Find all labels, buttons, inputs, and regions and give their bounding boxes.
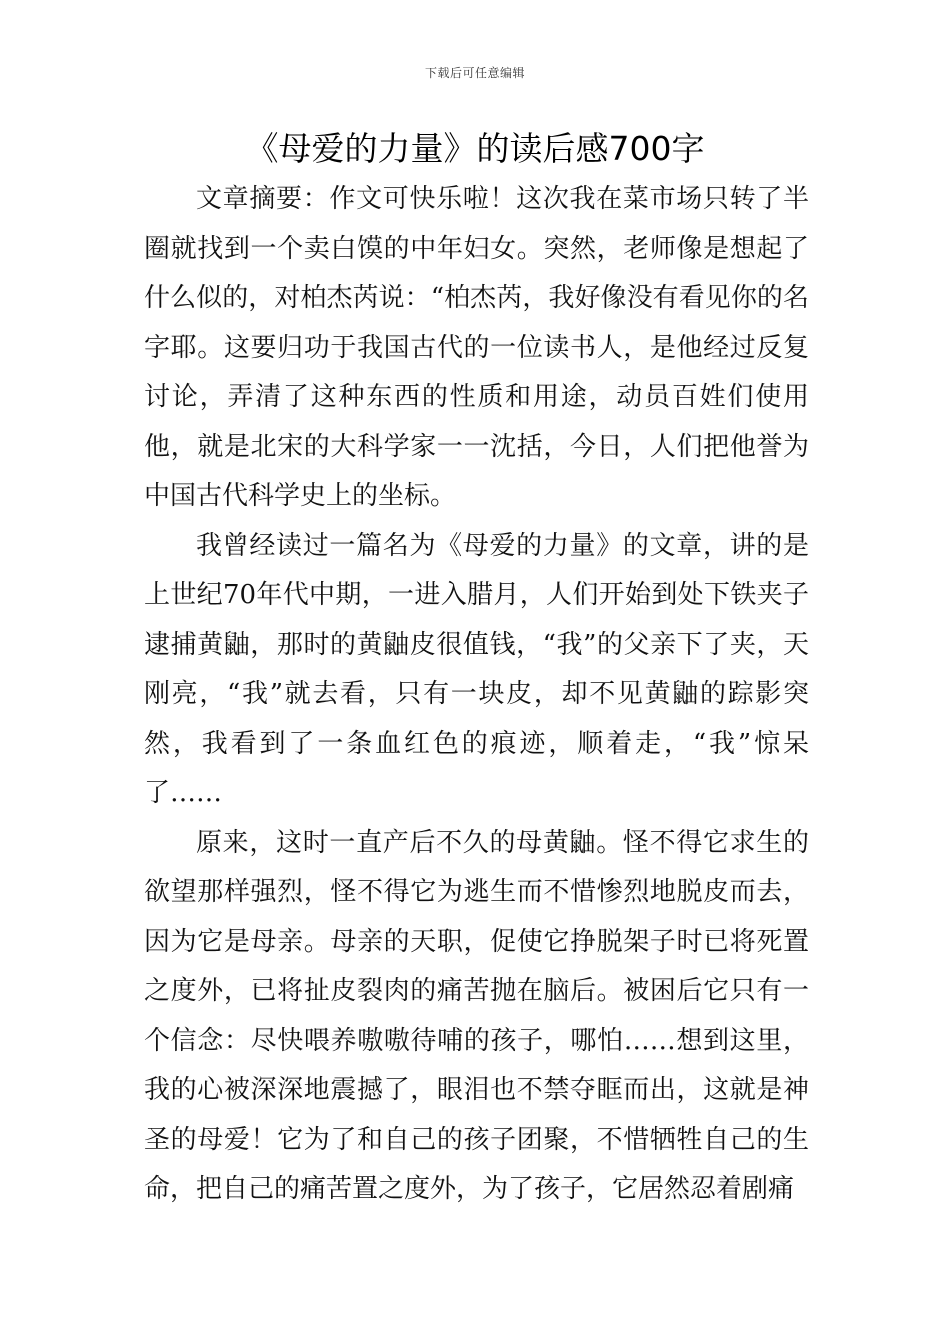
header-note: 下载后可任意编辑: [424, 66, 525, 80]
paragraph-3: 原来，这时一直产后不久的母黄鼬。怪不得它求生的欲望那样强烈，怪不得它为逃生而不惜惨烈地脱皮而去，因为它是母亲。母亲的天职，促使它挣脱架子时已将死置之度外，已将扯皮裂肉的痛苦抛在脑后。被困后它只有一个信念：尽快喂养嗷嗷待哺的孩子，哪怕……想到这里，我的心被深深地震撼了，眼泪也不禁夺眶而出，这就是神圣的母爱！它为了和自己的孩子团聚，不惜牺牲自己的生命，把自己的痛苦置之度外，为了孩子，它居然忍着剧痛: [144, 827, 809, 1204]
paragraph-1: 文章摘要：作文可快乐啦！这次我在菜市场只转了半圈就找到一个卖白馍的中年妇女。突然，老师像是想起了什么似的，对柏杰芮说：“柏杰芮，我好像没有看见你的名字耶。这要归功于我国古代的一位读书人，是他经过反复讨论，弄清了这种东西的性质和用途，动员百姓们使用他，就是北宋的大科学家一一沈括，今日，人们把他誉为中国古代科学史上的坐标。: [144, 184, 809, 511]
paragraph-2: 我曾经读过一篇名为《母爱的力量》的文章，讲的是上世纪70年代中期，一进入腊月，人们开始到处下铁夹子逮捕黄鼬，那时的黄鼬皮很值钱，“我”的父亲下了夹，天刚亮，“我”就去看，只有一块皮，却不见黄鼬的踪影突然，我看到了一条血红色的痕迹，顺着走，“我”惊呆了……: [144, 530, 809, 808]
document-title: 《母爱的力量》的读后感700字: [245, 129, 705, 168]
document-body: [144, 175, 809, 1215]
